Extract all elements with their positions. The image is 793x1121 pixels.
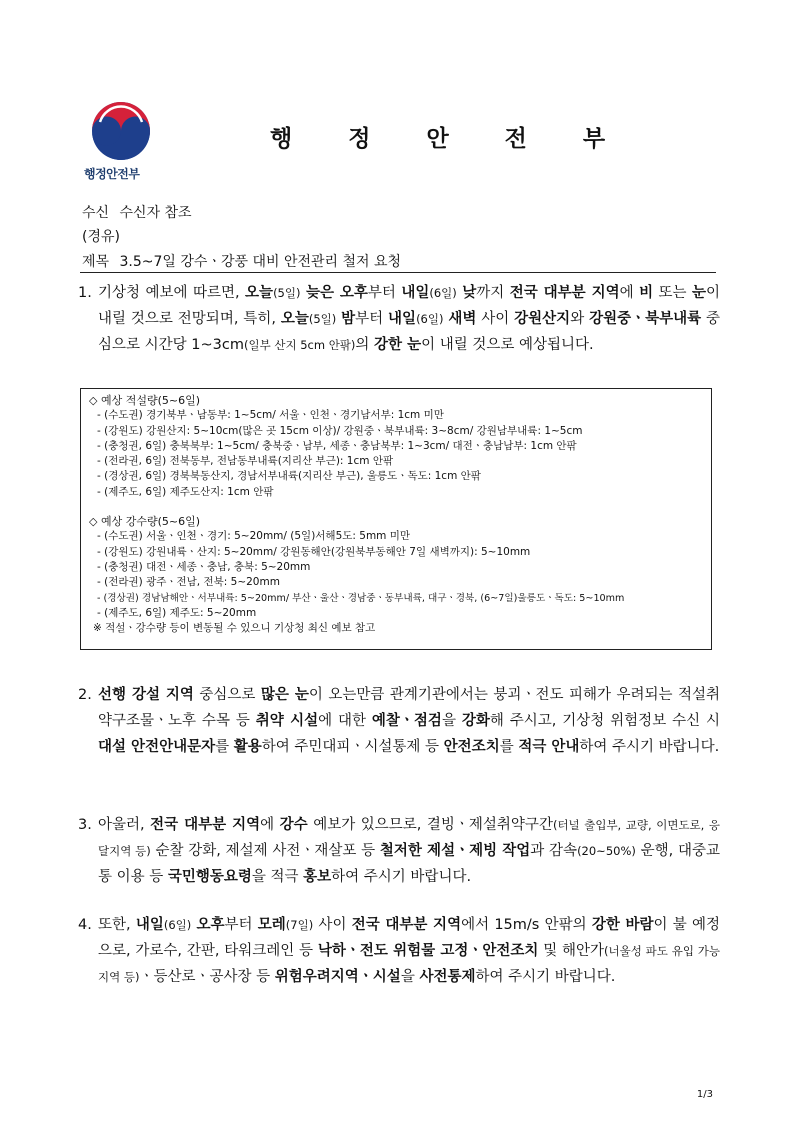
snow-row: - (제주도, 6일) 제주도산지: 1cm 안팎 bbox=[97, 485, 274, 498]
subject-label: 제목 bbox=[82, 254, 110, 270]
paragraph-number: 4. bbox=[78, 917, 92, 933]
snow-row: - (충청권, 6일) 충북북부: 1~5cm/ 충북중ㆍ남부, 세종ㆍ충남북부: 1~3cm/ 대전ㆍ충남남부: 1cm 안팎 bbox=[97, 439, 577, 452]
snow-row: - (경상권, 6일) 경북북동산지, 경남서부내륙(지리산 부근), 울릉도ㆍ독도: 1cm 안팎 bbox=[97, 470, 481, 483]
via-label: (경유) bbox=[82, 229, 120, 245]
rain-heading: ◇ 예상 강수량(5~6일) bbox=[89, 515, 201, 529]
via-row bbox=[82, 226, 126, 246]
logo-text: 행정안전부 bbox=[84, 167, 140, 181]
paragraph-3 bbox=[78, 812, 720, 890]
header-divider bbox=[80, 272, 716, 273]
paragraph-1 bbox=[78, 280, 720, 358]
paragraph-2 bbox=[78, 682, 720, 760]
rain-row: - (수도권) 서울ㆍ인천ㆍ경기: 5~20mm/ (5일)서해5도: 5mm 미만 bbox=[97, 530, 411, 543]
rain-row: - (강원도) 강원내륙ㆍ산지: 5~20mm/ 강원동해안(강원북부동해안 7일 새벽까지): 5~10mm bbox=[97, 545, 531, 558]
paragraph-text: 아울러, 전국 대부분 지역에 강수 예보가 있으므로, 결빙ㆍ제설취약구간(터널 출입부, 교량, 이면도로, 응달지역 등) 순찰 강화, 제설제 사전ㆍ재살포 등 철저한 제설ㆍ제빙 작업과 감속(20~50%) 운행, 대중교통 이용 등 국민행동요령을 적극 홍보하여 주시기 바랍니다. bbox=[98, 817, 720, 885]
paragraph-number: 3. bbox=[78, 817, 92, 833]
paragraph-4 bbox=[78, 912, 720, 990]
paragraph-text: 기상청 예보에 따르면, 오늘(5일) 늦은 오후부터 내일(6일) 낮까지 전국 대부분 지역에 비 또는 눈이 내릴 것으로 전망되며, 특히, 오늘(5일) 밤부터 내일(6일) 새벽 사이 강원산지와 강원중ㆍ북부내륙 중심으로 시간당 1~3cm(일부 산지 5cm 안팎)의 강한 눈이 내릴 것으로 예상됩니다. bbox=[98, 285, 721, 353]
paragraph-number: 1. bbox=[78, 285, 92, 301]
recipient-row bbox=[82, 202, 198, 222]
paragraph-text: 또한, 내일(6일) 오후부터 모레(7일) 사이 전국 대부분 지역에서 15m/s 안팎의 강한 바람이 불 예정으로, 가로수, 간판, 타워크레인 등 낙하ㆍ전도 위험물 고정ㆍ안전조치 및 해안가(너울성 파도 유입 가능 지역 등)ㆍ등산로ㆍ공사장 등 위험우려지역ㆍ시설을 사전통제하여 주시기 바랍니다. bbox=[98, 917, 721, 985]
recipient-value: 수신자 참조 bbox=[119, 205, 192, 221]
ministry-logo bbox=[84, 100, 170, 182]
rain-row: - (경상권) 경남남해안ㆍ서부내륙: 5~20mm/ 부산ㆍ울산ㆍ경남중ㆍ동부내륙, 대구ㆍ경북, (6~7일)울릉도ㆍ독도: 5~10mm bbox=[97, 592, 625, 604]
forecast-box bbox=[80, 388, 712, 650]
page-number: 1/3 bbox=[696, 1089, 713, 1100]
snow-heading: ◇ 예상 적설량(5~6일) bbox=[89, 394, 201, 407]
subject-row bbox=[82, 251, 407, 271]
snow-row: - (강원도) 강원산지: 5~10cm(많은 곳 15cm 이상)/ 강원중ㆍ북부내륙: 3~8cm/ 강원남부내륙: 1~5cm bbox=[97, 424, 583, 437]
organization-title: 행 정 안 전 부 bbox=[270, 126, 630, 152]
snow-row: - (전라권, 6일) 전북동부, 전남동부내륙(지리산 부근): 1cm 안팎 bbox=[97, 455, 394, 468]
forecast-note: ※ 적설ㆍ강수량 등이 변동될 수 있으니 기상청 최신 예보 참고 bbox=[93, 622, 376, 635]
rain-row: - (제주도, 6일) 제주도: 5~20mm bbox=[97, 606, 257, 619]
paragraph-number: 2. bbox=[78, 687, 92, 703]
rain-row: - (충청권) 대전ㆍ세종ㆍ충남, 충북: 5~20mm bbox=[97, 560, 311, 573]
subject-value: 3.5~7일 강수ㆍ강풍 대비 안전관리 철저 요청 bbox=[119, 254, 402, 270]
snow-row: - (수도권) 경기북부ㆍ남동부: 1~5cm/ 서울ㆍ인천ㆍ경기남서부: 1cm 미만 bbox=[97, 409, 444, 422]
rain-row: - (전라권) 광주ㆍ전남, 전북: 5~20mm bbox=[97, 576, 280, 589]
taegeuk-emblem-icon bbox=[90, 100, 152, 162]
recipient-label: 수신 bbox=[82, 205, 110, 221]
paragraph-text: 선행 강설 지역 중심으로 많은 눈이 오는만큼 관계기관에서는 붕괴ㆍ전도 피해가 우려되는 적설취약구조물ㆍ노후 수목 등 취약 시설에 대한 예찰ㆍ점검을 강화해 주시고, 기상청 위험정보 수신 시 대설 안전안내문자를 활용하여 주민대피ㆍ시설통제 등 안전조치를 적극 안내하여 주시기 바랍니다. bbox=[98, 687, 721, 755]
